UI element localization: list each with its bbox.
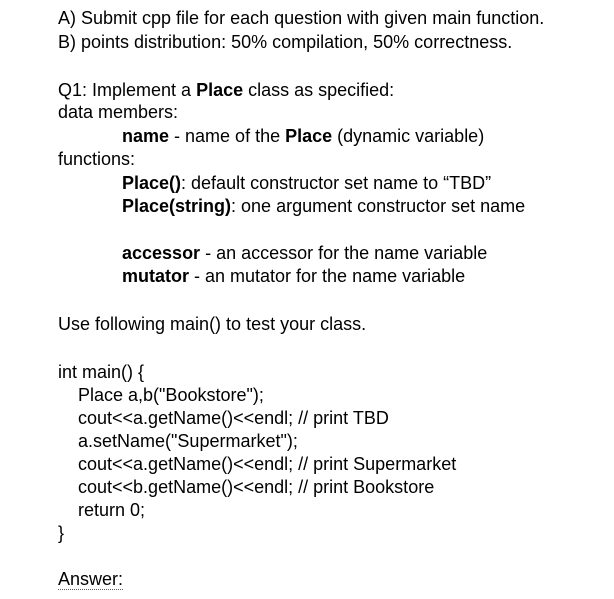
question-heading	[58, 79, 394, 101]
code-line-8: }	[58, 523, 65, 543]
code-line-2: Place a,b("Bookstore");	[78, 385, 264, 405]
heading-pre: Q1: Implement a	[58, 80, 197, 100]
func2-bold: Place(string)	[122, 196, 232, 216]
accessor-desc: - an accessor for the name variable	[200, 243, 488, 263]
code-line-1: int main() {	[58, 362, 145, 382]
member-name	[122, 125, 484, 147]
mutator-bold: mutator	[122, 266, 189, 286]
code-line-3: cout<<a.getName()<<endl; // print TBD	[78, 408, 389, 428]
func1-desc: : default constructor set name to “TBD”	[181, 173, 492, 193]
func-mutator	[122, 265, 465, 287]
func-string-ctor	[122, 195, 525, 217]
functions-label: functions:	[58, 149, 136, 169]
heading-post: class as specified:	[243, 80, 395, 100]
answer-label: Answer:	[58, 569, 124, 589]
instruction-b: B) points distribution: 50% compilation, 50% correctness.	[58, 32, 513, 52]
func2-desc: : one argument constructor set name	[231, 196, 526, 216]
func-accessor	[122, 242, 487, 264]
heading-bold: Place	[196, 80, 244, 100]
code-line-7: return 0;	[78, 500, 146, 520]
member-name-bold: name	[122, 126, 170, 146]
code-line-6: cout<<b.getName()<<endl; // print Bookstore	[78, 477, 435, 497]
member-desc-pre: - name of the	[169, 126, 286, 146]
accessor-bold: accessor	[122, 243, 201, 263]
member-desc-bold: Place	[285, 126, 333, 146]
func1-bold: Place()	[122, 173, 182, 193]
member-desc-post: (dynamic variable)	[332, 126, 485, 146]
mutator-desc: - an mutator for the name variable	[189, 266, 466, 286]
test-instruction: Use following main() to test your class.	[58, 314, 367, 334]
func-default-ctor	[122, 172, 491, 194]
code-line-5: cout<<a.getName()<<endl; // print Supermarket	[78, 454, 457, 474]
code-line-4: a.setName("Supermarket");	[78, 431, 298, 451]
members-label: data members:	[58, 102, 179, 122]
instruction-a: A) Submit cpp file for each question with given main function.	[58, 8, 545, 28]
